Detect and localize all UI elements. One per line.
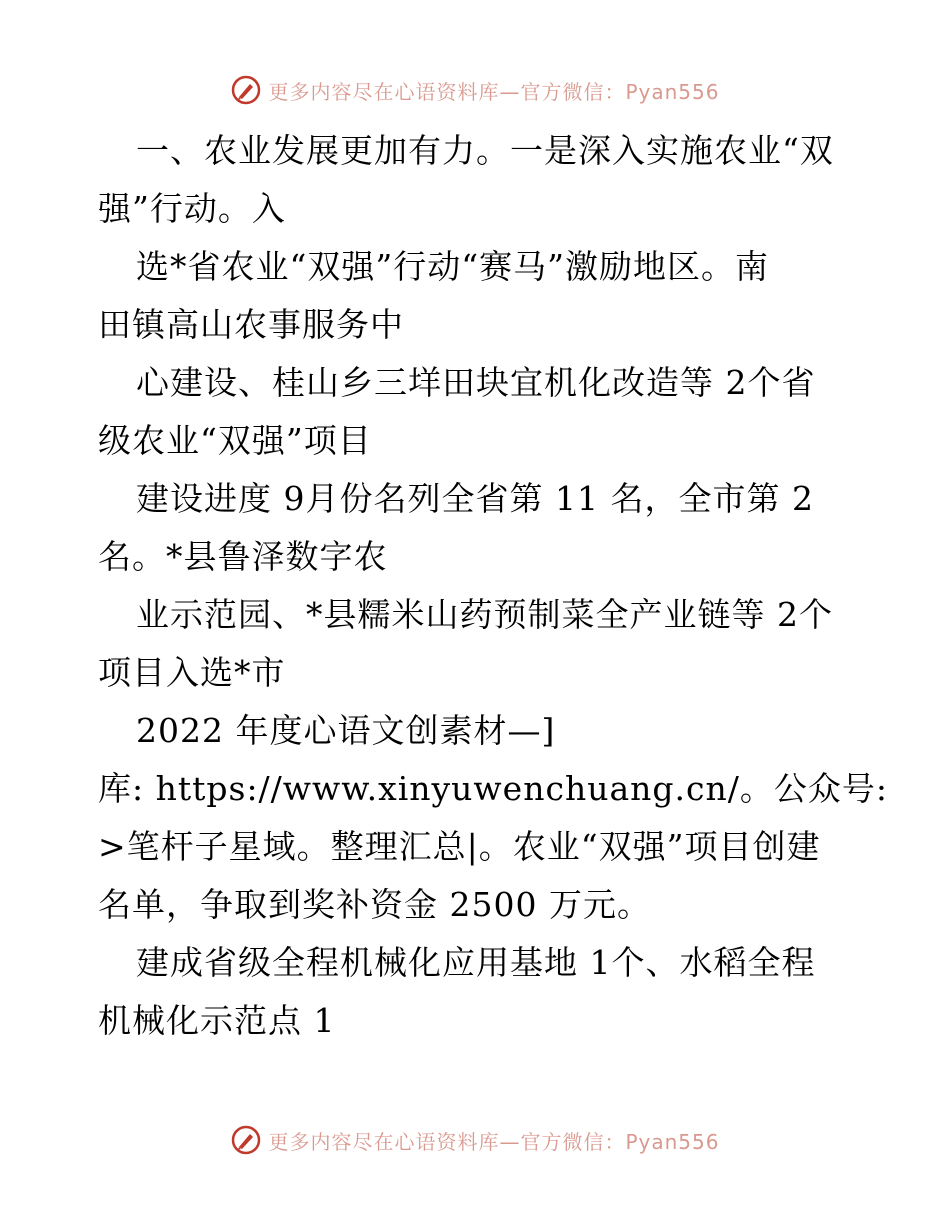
- watermark-text: 更多内容尽在心语资料库—官方微信：Pyan556: [268, 1129, 720, 1154]
- text-line: 名。*县鲁泽数字农: [98, 537, 388, 576]
- text-line: 名单，争取到奖补资金 2500 万元。: [98, 885, 651, 924]
- text-line: 建设进度 9月份名列全省第 11 名，全市第 2: [136, 479, 814, 518]
- footer-watermark: [0, 1120, 950, 1160]
- text-line: 强”行动。入: [98, 189, 286, 228]
- text-line: 田镇高山农事服务中: [98, 305, 404, 344]
- text-line: >笔杆子星域。整理汇总|。农业“双强”项目创建: [98, 827, 821, 866]
- text-line: 项目入选*市: [98, 653, 286, 692]
- pen-logo-icon: [230, 1124, 262, 1156]
- text-line: 级农业“双强”项目: [98, 421, 372, 460]
- text-line: 库: https://www.xinyuwenchuang.cn/。公众号:: [98, 769, 888, 808]
- pen-logo-icon: [230, 74, 262, 106]
- text-line: 业示范园、*县糯米山药预制菜全产业链等 2个: [136, 595, 833, 634]
- document-body: [98, 122, 888, 1050]
- text-line: 机械化示范点 1: [98, 1001, 336, 1040]
- text-line: 一、农业发展更加有力。一是深入实施农业“双: [136, 131, 834, 170]
- text-line: 选*省农业“双强”行动“赛马”激励地区。南: [136, 247, 769, 286]
- watermark-text: 更多内容尽在心语资料库—官方微信：Pyan556: [268, 79, 720, 104]
- header-watermark: [0, 70, 950, 110]
- text-line: 建成省级全程机械化应用基地 1个、水稻全程: [136, 943, 816, 982]
- text-line: 心建设、桂山乡三垟田块宜机化改造等 2个省: [136, 363, 816, 402]
- text-line: 2022 年度心语文创素材—]: [136, 711, 556, 750]
